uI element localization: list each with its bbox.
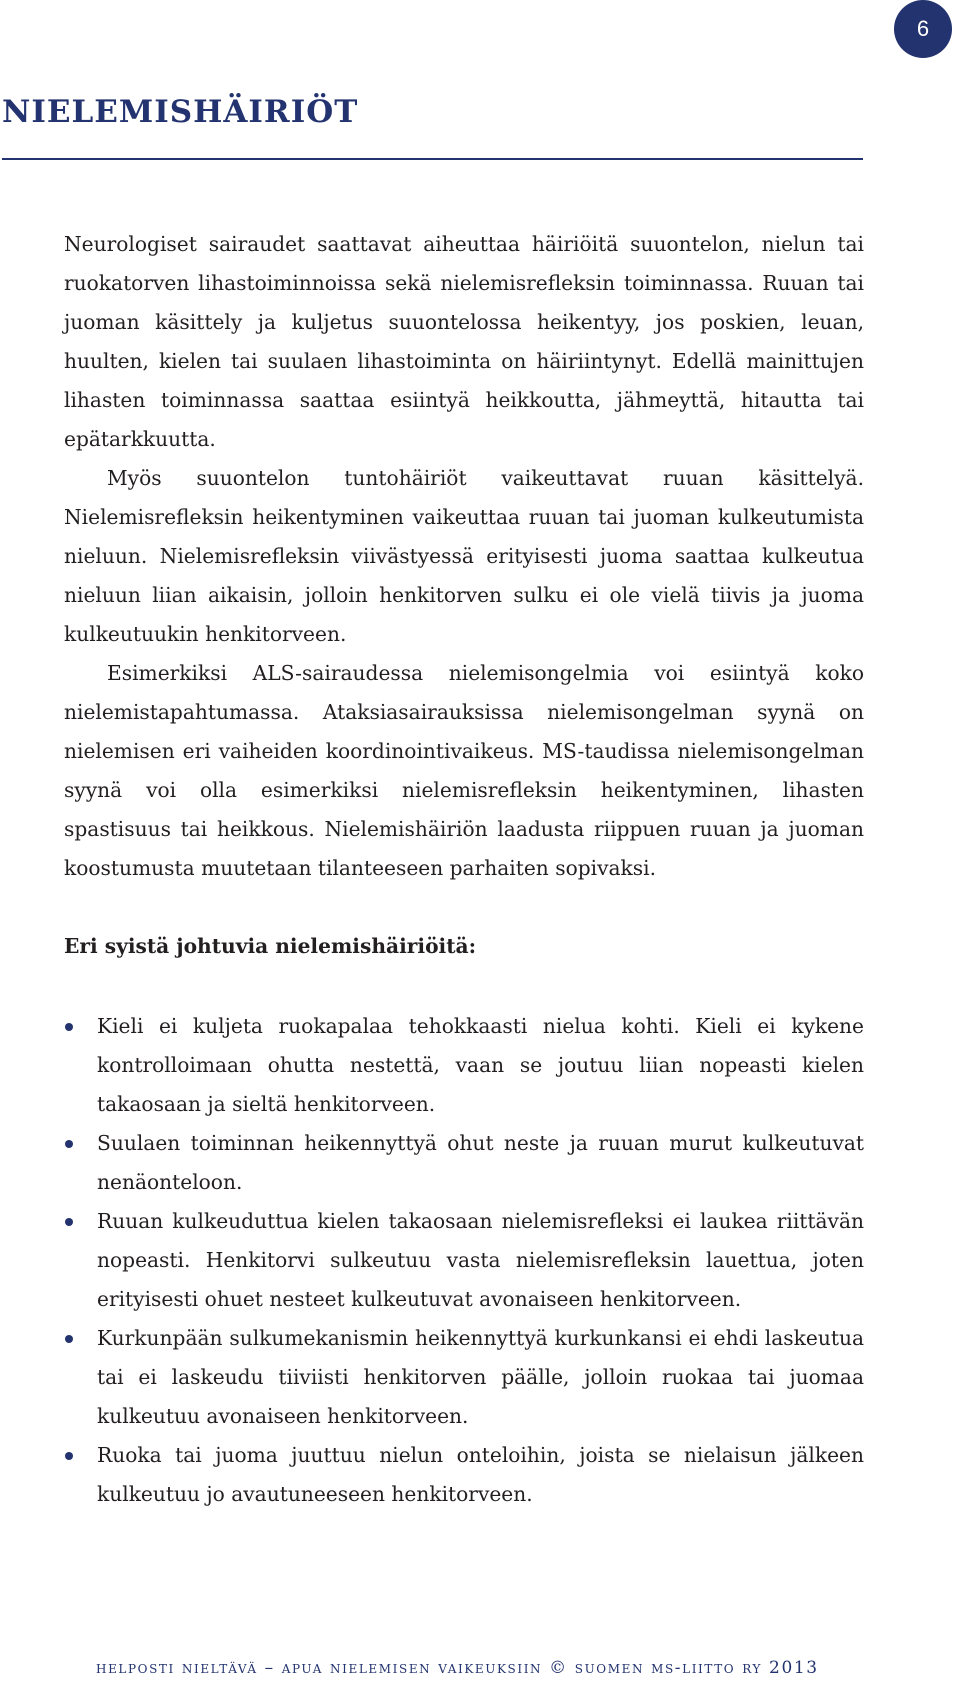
list-item: [64, 1202, 864, 1319]
intro-text: [64, 225, 864, 888]
page-title: NIELEMISHÄIRIÖT: [2, 94, 359, 130]
page-footer: helposti nieltävä – apua nielemisen vaikeuksiin © suomen ms-liitto ry 2013: [96, 1658, 819, 1678]
list-item-text: Kurkunpään sulkumekanismin heikennyttyä kurkunkansi ei ehdi laskeutua tai ei laskeudu tiiviisti henkitorven päälle, jolloin ruokaa tai juomaa kulkeutuu avonaiseen henkitorveen.: [97, 1326, 864, 1428]
list-item: [64, 1007, 864, 1124]
page-number-badge: [894, 0, 952, 58]
paragraph: Neurologiset sairaudet saattavat aiheuttaa häiriöitä suuontelon, nielun tai ruokatorven lihastoiminnoissa sekä nielemisrefleksin toiminnassa. Ruuan tai juoman käsittely ja kuljetus suuontelossa heikentyy, jos poskien, leuan, huulten, kielen tai suulaen lihastoiminta on häiriintynyt. Edellä mainittujen lihasten toiminnassa saattaa esiintyä heikkoutta, jähmeyttä, hitautta tai epätarkkuutta.: [64, 232, 864, 451]
list-item: [64, 1319, 864, 1436]
list-item-text: Suulaen toiminnan heikennyttyä ohut neste ja ruuan murut kulkeutuvat nenäonteloon.: [97, 1131, 864, 1194]
list-item-text: Ruuan kulkeuduttua kielen takaosaan nielemisrefleksi ei laukea riittävän nopeasti. Henkitorvi sulkeutuu vasta nielemisrefleksin lauettua, joten erityisesti ohuet nesteet kulkeutuvat avonaiseen henkitorveen.: [97, 1209, 864, 1311]
bullet-icon: [65, 1140, 73, 1148]
title-underline: [2, 158, 863, 160]
paragraph: Esimerkiksi ALS-sairaudessa nielemisongelmia voi esiintyä koko nielemistapahtumassa. Ataksiasairauksissa nielemisongelman syynä on nielemisen eri vaiheiden koordinointivaikeus. MS-taudissa nielemisongelman syynä voi olla esimerkiksi nielemisrefleksin heikentyminen, lihasten spastisuus tai heikkous. Nielemishäiriön laadusta riippuen ruuan ja juoman koostumusta muutetaan tilanteeseen parhaiten sopivaksi.: [64, 661, 864, 880]
list-item: [64, 1436, 864, 1514]
list-item: [64, 1124, 864, 1202]
causes-list: [64, 1007, 864, 1514]
bullet-icon: [65, 1452, 73, 1460]
section-heading: Eri syistä johtuvia nielemishäiriöitä:: [64, 934, 477, 958]
bullet-icon: [65, 1218, 73, 1226]
page-number: 6: [916, 16, 930, 41]
list-item-text: Ruoka tai juoma juuttuu nielun onteloihin, joista se nielaisun jälkeen kulkeutuu jo avautuneeseen henkitorveen.: [97, 1443, 864, 1506]
list-item-text: Kieli ei kuljeta ruokapalaa tehokkaasti nielua kohti. Kieli ei kykene kontrolloimaan ohutta nestettä, vaan se joutuu liian nopeasti kielen takaosaan ja sieltä henkitorveen.: [97, 1014, 864, 1116]
bullet-icon: [65, 1335, 73, 1343]
paragraph: Myös suuontelon tuntohäiriöt vaikeuttavat ruuan käsittelyä. Nielemisrefleksin heikentyminen vaikeuttaa ruuan tai juoman kulkeutumista nieluun. Nielemisrefleksin viivästyessä erityisesti juoma saattaa kulkeutua nieluun liian aikaisin, jolloin henkitorven sulku ei ole vielä tiivis ja juoma kulkeutuukin henkitorveen.: [64, 466, 864, 646]
bullet-icon: [65, 1023, 73, 1031]
